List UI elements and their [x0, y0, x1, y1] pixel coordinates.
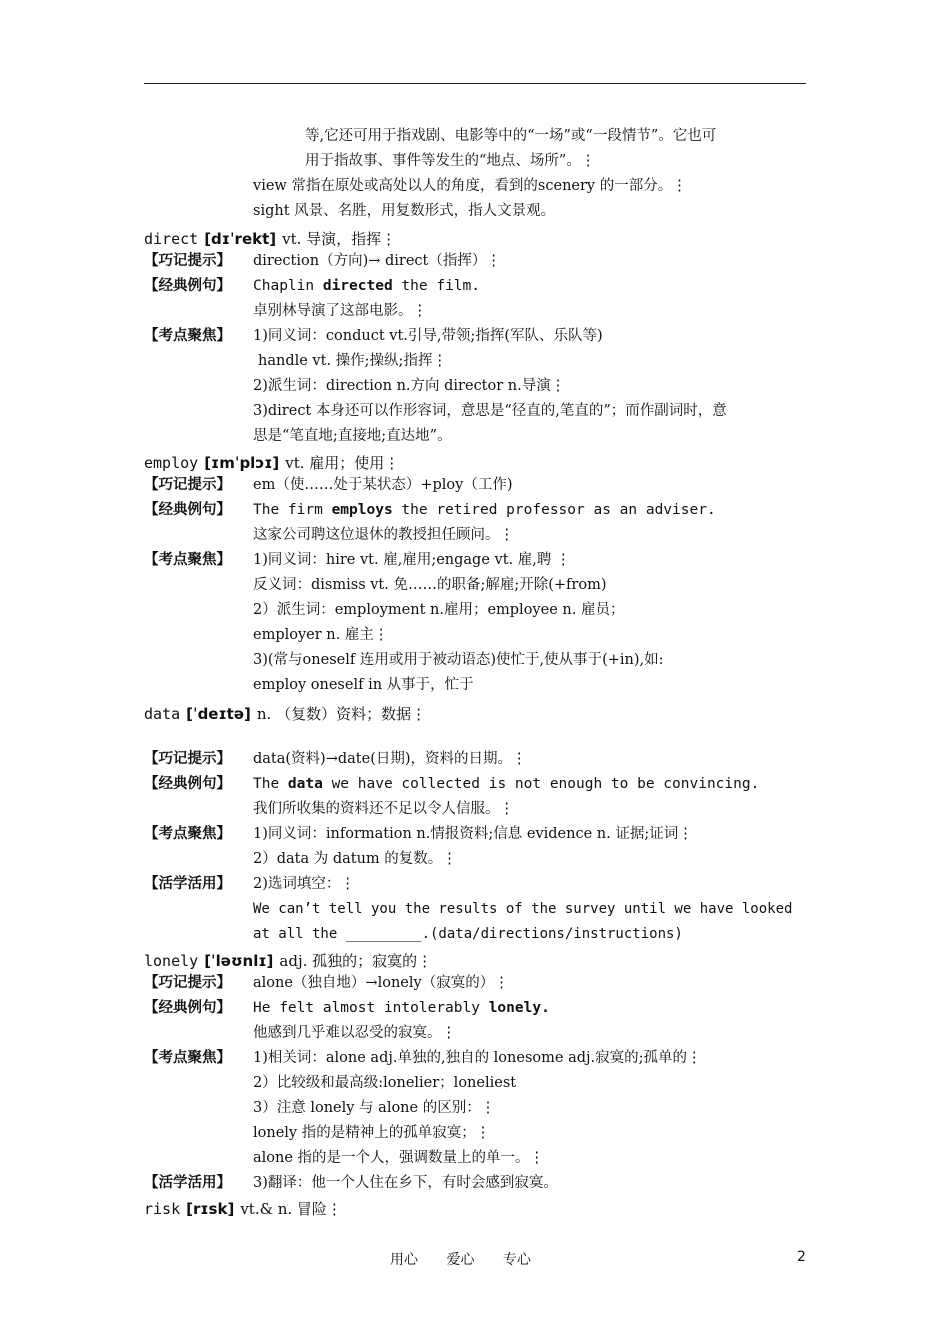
- example-label: 【经典例句】: [144, 1000, 231, 1016]
- practice-line: at all the _________.(data/directions/instructions): [253, 926, 683, 942]
- focus-line: 1)相关词：alone adj.单独的,独自的 lonesome adj.寂寞的;孤单的⋮: [253, 1050, 702, 1066]
- text-line: 用于指故事、事件等发生的“地点、场所”。⋮: [305, 153, 596, 169]
- example-translation: 卓别林导演了这部电影。⋮: [253, 303, 427, 319]
- headword-risk: [144, 1198, 342, 1220]
- focus-label: 【考点聚焦】: [144, 1050, 231, 1066]
- example-label: 【经典例句】: [144, 278, 231, 294]
- practice-line: 2)选词填空：⋮: [253, 876, 355, 892]
- focus-line: employ oneself in 从事于，忙于: [253, 677, 474, 693]
- focus-label: 【考点聚焦】: [144, 826, 231, 842]
- headword: risk: [144, 1200, 181, 1218]
- example-translation: 他感到几乎难以忍受的寂寞。⋮: [253, 1025, 456, 1041]
- headword: data: [144, 705, 181, 723]
- footer-text: 用心: [390, 1252, 418, 1268]
- focus-line: 1)同义词：conduct vt.引导,带领;指挥(军队、乐队等): [253, 328, 603, 344]
- example-sentence: The data we have collected is not enough to be convincing.: [253, 776, 760, 792]
- phonetic: [ˈləʊnlɪ]: [204, 952, 274, 970]
- focus-line: 3）注意 lonely 与 alone 的区别：⋮: [253, 1100, 496, 1116]
- tip-text: alone（独自地）→lonely（寂寞的）⋮: [253, 975, 509, 991]
- headword-employ: [144, 452, 399, 474]
- focus-line: 1)同义词：hire vt. 雇,雇用;engage vt. 雇,聘 ⋮: [253, 552, 571, 568]
- focus-line: 2)派生词：direction n.方向 director n.导演⋮: [253, 378, 566, 394]
- footer: [390, 1249, 555, 1269]
- practice-label: 【活学活用】: [144, 1175, 231, 1191]
- phonetic: [rɪsk]: [186, 1200, 235, 1218]
- headword: employ: [144, 454, 199, 472]
- headword: lonely: [144, 952, 199, 970]
- focus-line: 1)同义词：information n.情报资料;信息 evidence n. 证据;证词⋮: [253, 826, 693, 842]
- tip-label: 【巧记提示】: [144, 751, 231, 767]
- practice-label: 【活学活用】: [144, 876, 231, 892]
- header-rule: [144, 83, 806, 84]
- example-sentence: Chaplin directed the film.: [253, 278, 480, 294]
- headword-lonely: [144, 950, 432, 972]
- tip-text: em（使……处于某状态）+ploy（工作): [253, 477, 513, 493]
- focus-line: 反义词：dismiss vt. 免……的职备;解雇;开除(+from): [253, 577, 607, 593]
- focus-line: 3)direct 本身还可以作形容词，意思是“径直的,笔直的”；而作副词时，意: [253, 403, 727, 419]
- part-of-speech: n. （复数）资料；数据⋮: [256, 705, 427, 723]
- focus-line: alone 指的是一个人，强调数量上的单一。⋮: [253, 1150, 545, 1166]
- focus-line: employer n. 雇主⋮: [253, 627, 389, 643]
- part-of-speech: vt. 导演，指挥⋮: [282, 230, 397, 248]
- headword: direct: [144, 230, 199, 248]
- tip-text: direction（方向)→ direct（指挥）⋮: [253, 253, 501, 269]
- practice-line: 3)翻译：他一个人住在乡下，有时会感到寂寞。: [253, 1175, 558, 1191]
- text-line: view 常指在原处或高处以人的角度，看到的scenery 的一部分。⋮: [253, 178, 687, 194]
- focus-line: 思是“笔直地;直接地;直达地”。: [253, 428, 452, 444]
- focus-line: lonely 指的是精神上的孤单寂寞；⋮: [253, 1125, 491, 1141]
- example-label: 【经典例句】: [144, 502, 231, 518]
- focus-label: 【考点聚焦】: [144, 328, 231, 344]
- headword-data: [144, 703, 426, 725]
- footer-text: 专心: [502, 1252, 531, 1268]
- example-label: 【经典例句】: [144, 776, 231, 792]
- example-sentence: The firm employs the retired professor as an adviser.: [253, 502, 716, 518]
- example-sentence: He felt almost intolerably lonely.: [253, 1000, 550, 1016]
- focus-line: 3)(常与oneself 连用或用于被动语态)使忙于,使从事于(+in),如:: [253, 652, 664, 668]
- part-of-speech: adj. 孤独的；寂寞的⋮: [279, 952, 433, 970]
- phonetic: [dɪˈrekt]: [204, 230, 277, 248]
- focus-line: 2）data 为 datum 的复数。⋮: [253, 851, 457, 867]
- tip-label: 【巧记提示】: [144, 477, 231, 493]
- part-of-speech: vt. 雇用；使用⋮: [285, 454, 400, 472]
- tip-label: 【巧记提示】: [144, 975, 231, 991]
- headword-direct: [144, 228, 396, 250]
- page-number: 2: [797, 1249, 806, 1265]
- focus-line: 2）派生词：employment n.雇用；employee n. 雇员；: [253, 602, 625, 618]
- focus-line: 2）比较级和最高级:lonelier；loneliest: [253, 1075, 517, 1091]
- text-line: sight 风景、名胜，用复数形式，指人文景观。: [253, 203, 556, 219]
- practice-line: We can’t tell you the results of the survey until we have looked: [253, 901, 793, 917]
- focus-label: 【考点聚焦】: [144, 552, 231, 568]
- phonetic: [ˈdeɪtə]: [186, 705, 251, 723]
- tip-label: 【巧记提示】: [144, 253, 231, 269]
- text-line: 等,它还可用于指戏剧、电影等中的“一场”或“一段情节”。它也可: [305, 128, 717, 144]
- focus-line: handle vt. 操作;操纵;指挥⋮: [258, 353, 447, 369]
- phonetic: [ɪmˈplɔɪ]: [204, 454, 280, 472]
- example-translation: 我们所收集的资料还不足以令人信服。⋮: [253, 801, 514, 817]
- part-of-speech: vt.& n. 冒险⋮: [240, 1200, 342, 1218]
- footer-text: 爱心: [446, 1252, 475, 1268]
- example-translation: 这家公司聘这位退休的教授担任顾问。⋮: [253, 527, 514, 543]
- tip-text: data(资料)→date(日期)，资料的日期。⋮: [253, 751, 527, 767]
